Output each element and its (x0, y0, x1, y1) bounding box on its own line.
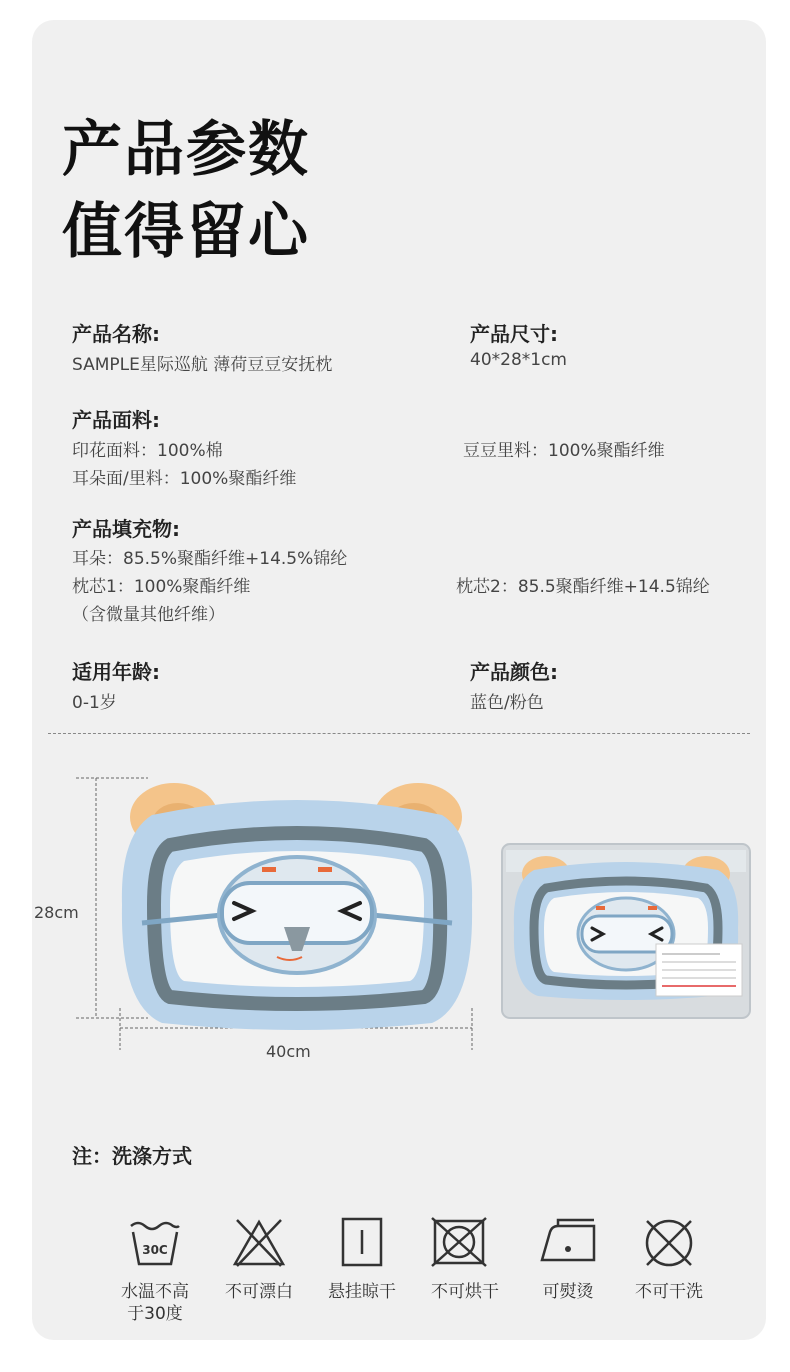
care-label-no-bleach: 不可漂白 (225, 1282, 293, 1302)
wash-30c-icon (127, 1216, 183, 1268)
color-label: 产品颜色: (470, 660, 558, 684)
wash-temperature-text: 30C (142, 1243, 168, 1257)
product-size-value: 40*28*1cm (470, 350, 567, 370)
filling-core1: 枕芯1：100%聚酯纤维 (72, 577, 251, 597)
care-label-wash-line2: 于30度 (127, 1304, 183, 1324)
pillow-image (112, 775, 482, 1035)
no-bleach-icon (231, 1216, 287, 1268)
packaged-pillow-image (500, 838, 752, 1020)
no-dry-clean-icon (642, 1216, 696, 1270)
product-name-label: 产品名称: (72, 322, 160, 346)
no-tumble-dry-icon (430, 1216, 488, 1268)
filling-label: 产品填充物: (72, 517, 180, 541)
fabric-ear: 耳朵面/里料：100%聚酯纤维 (72, 469, 297, 489)
fabric-label: 产品面料: (72, 408, 160, 432)
product-name-value: SAMPLE星际巡航 薄荷豆豆安抚枕 (72, 355, 333, 375)
section-divider (48, 733, 750, 734)
filling-core1-note: （含微量其他纤维） (72, 605, 225, 625)
width-dimension-label: 40cm (266, 1042, 311, 1061)
care-label-no-tumble-dry: 不可烘干 (431, 1282, 499, 1302)
iron-icon (538, 1216, 598, 1268)
fabric-bean: 豆豆里料：100%聚酯纤维 (463, 441, 665, 461)
filling-core2: 枕芯2：85.5聚酯纤维+14.5锦纶 (456, 577, 710, 597)
height-dimension-label: 28cm (34, 903, 79, 922)
care-label-wash (108, 1281, 202, 1325)
hang-dry-icon (340, 1216, 384, 1268)
heading-line2: 值得留心 (62, 197, 310, 267)
heading-line1: 产品参数 (62, 115, 310, 185)
care-label-hang-dry: 悬挂晾干 (328, 1282, 396, 1302)
care-label-wash-line1: 水温不高 (121, 1282, 189, 1302)
care-label-no-dry-clean: 不可干洗 (635, 1282, 703, 1302)
care-title: 注：洗涤方式 (72, 1144, 192, 1168)
color-value: 蓝色/粉色 (470, 693, 544, 713)
filling-ear: 耳朵：85.5%聚酯纤维+14.5%锦纶 (72, 549, 348, 569)
age-label: 适用年龄: (72, 660, 160, 684)
fabric-print: 印花面料：100%棉 (72, 441, 223, 461)
age-value: 0-1岁 (72, 693, 117, 713)
product-size-label: 产品尺寸: (470, 322, 558, 346)
care-label-iron: 可熨烫 (542, 1282, 594, 1302)
